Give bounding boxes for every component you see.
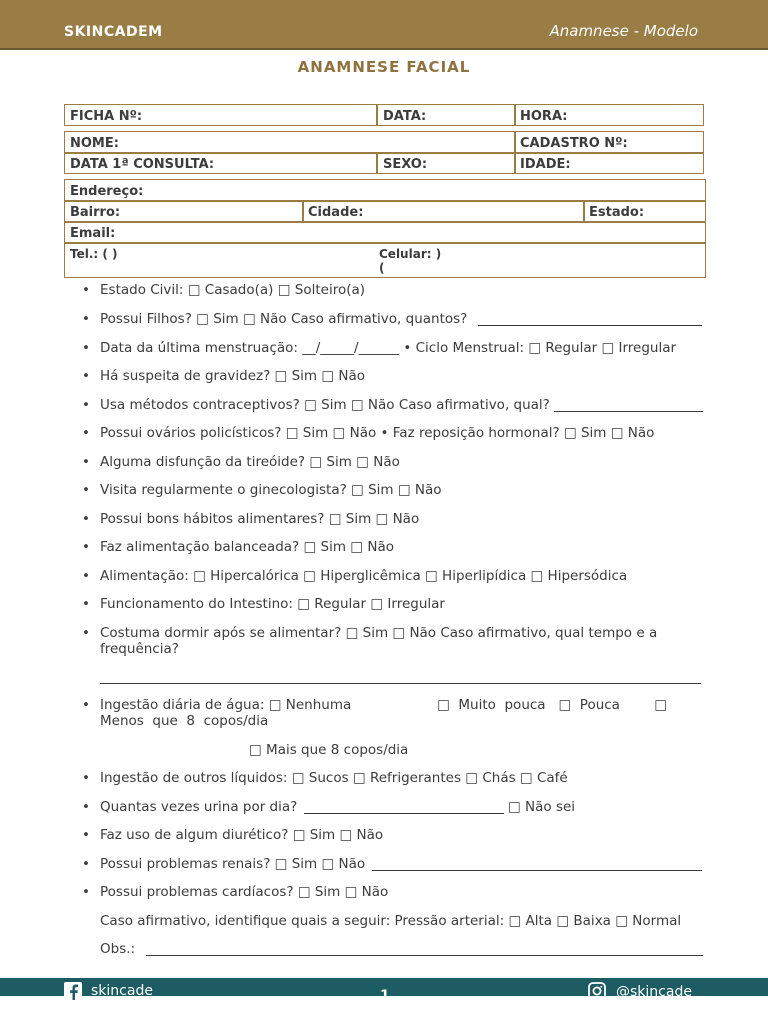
sexo-label[interactable]: SEXO:: [383, 157, 428, 172]
brand-name: SKINCADEM: [64, 24, 163, 40]
answer-line[interactable]: [372, 870, 702, 871]
item-text[interactable]: Possui ovários policísticos? □ Sim □ Não • Faz reposição hormonal? □ Sim □ Não: [100, 425, 655, 441]
item-text[interactable]: Funcionamento do Intestino: □ Regular □ Irregular: [100, 596, 445, 612]
list-item-continued: [508, 799, 575, 815]
estado-label[interactable]: Estado:: [589, 205, 645, 220]
item-text[interactable]: Obs.:: [100, 941, 136, 957]
page-number: 1: [380, 988, 390, 1004]
item-text[interactable]: Quantas vezes urina por dia?: [100, 799, 298, 815]
hora-label[interactable]: HORA:: [520, 109, 568, 124]
nome-label[interactable]: NOME:: [70, 136, 119, 151]
item-text[interactable]: Usa métodos contraceptivos? □ Sim □ Não Caso afirmativo, qual?: [100, 397, 550, 413]
cadastro-label[interactable]: CADASTRO Nº:: [520, 136, 628, 151]
divider: [64, 221, 706, 223]
item-text[interactable]: Faz alimentação balanceada? □ Sim □ Não: [100, 539, 394, 555]
answer-line[interactable]: [304, 813, 504, 814]
item-text[interactable]: Alguma disfunção da tireóide? □ Sim □ Não: [100, 454, 400, 470]
celular-label[interactable]: Celular: ): [379, 247, 442, 261]
endereco-label[interactable]: Endereço:: [70, 184, 144, 199]
answer-line[interactable]: [554, 411, 703, 412]
header-divider: [0, 48, 768, 50]
divider: [302, 200, 304, 222]
list-item-continued: [249, 742, 408, 758]
tel-label[interactable]: Tel.: ( ): [70, 247, 118, 261]
list-item-continued: [100, 913, 681, 929]
divider: [64, 242, 706, 244]
address-box: [64, 179, 706, 278]
item-text[interactable]: Possui problemas cardíacos? □ Sim □ Não: [100, 884, 389, 900]
item-text[interactable]: Alimentação: □ Hipercalórica □ Hiperglicêmica □ Hiperlipídica □ Hipersódica: [100, 568, 628, 584]
data-label[interactable]: DATA:: [383, 109, 427, 124]
divider: [514, 131, 516, 174]
instagram-icon[interactable]: [588, 982, 606, 1000]
cidade-label[interactable]: Cidade:: [308, 205, 364, 220]
celular-paren: (: [379, 261, 385, 275]
item-text[interactable]: Ingestão diária de água: □ Nenhuma □ Muito pouca □ Pouca □ Menos que 8 copos/dia: [100, 697, 672, 729]
item-text[interactable]: Possui Filhos? □ Sim □ Não Caso afirmativo, quantos?: [100, 311, 468, 327]
answer-line[interactable]: [100, 683, 701, 684]
item-text[interactable]: □ Não sei: [508, 799, 576, 815]
bairro-label[interactable]: Bairro:: [70, 205, 121, 220]
header-subtitle: Anamnese - Modelo: [549, 22, 698, 40]
item-text[interactable]: Estado Civil: □ Casado(a) □ Solteiro(a): [100, 282, 366, 298]
item-text[interactable]: Há suspeita de gravidez? □ Sim □ Não: [100, 368, 366, 384]
facebook-handle[interactable]: skincade: [91, 983, 153, 999]
page-title: ANAMNESE FACIAL: [297, 58, 471, 76]
divider: [376, 104, 378, 126]
data-consulta-label[interactable]: DATA 1ª CONSULTA:: [70, 157, 215, 172]
answer-line[interactable]: [478, 325, 702, 326]
item-text[interactable]: Visita regularmente o ginecologista? □ Sim □ Não: [100, 482, 442, 498]
item-text[interactable]: Possui problemas renais? □ Sim □ Não: [100, 856, 366, 872]
item-text[interactable]: Possui bons hábitos alimentares? □ Sim □ Não: [100, 511, 420, 527]
obs-label: [100, 941, 135, 957]
divider: [64, 200, 706, 202]
ficha-label[interactable]: FICHA Nº:: [70, 109, 143, 124]
item-text[interactable]: Data da última menstruação: __/_____/______ • Ciclo Menstrual: □ Regular □ Irregular: [100, 340, 677, 356]
divider: [514, 104, 516, 126]
item-text[interactable]: Costuma dormir após se alimentar? □ Sim □ Não Caso afirmativo, qual tempo e a frequência?: [100, 625, 658, 657]
obs-line[interactable]: [146, 955, 703, 956]
idade-label[interactable]: IDADE:: [520, 157, 571, 172]
divider: [583, 200, 585, 222]
email-label[interactable]: Email:: [70, 226, 116, 241]
divider: [64, 152, 704, 154]
instagram-handle[interactable]: @skincade: [616, 984, 692, 1000]
divider: [376, 152, 378, 174]
item-text[interactable]: Ingestão de outros líquidos: □ Sucos □ Refrigerantes □ Chás □ Café: [100, 770, 568, 786]
item-text[interactable]: Caso afirmativo, identifique quais a seguir: Pressão arterial: □ Alta □ Baixa □ Normal: [100, 913, 682, 929]
item-text[interactable]: □ Mais que 8 copos/dia: [249, 742, 409, 758]
facebook-icon[interactable]: [64, 982, 82, 1000]
item-text[interactable]: Faz uso de algum diurético? □ Sim □ Não: [100, 827, 384, 843]
